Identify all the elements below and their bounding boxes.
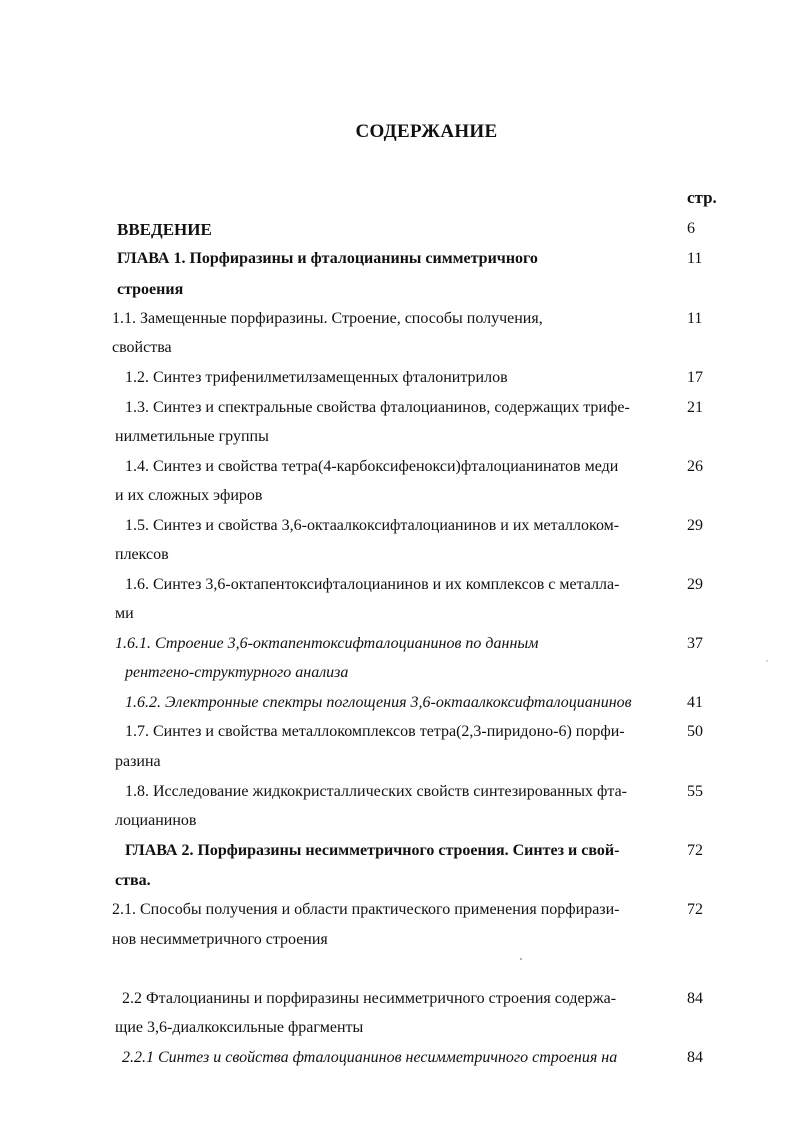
- toc-entry-chapter-1-cont: строения: [117, 281, 184, 298]
- toc-entry-1-8: 1.8. Исследование жидкокристаллических свойств синтезированных фта-: [125, 783, 628, 800]
- toc-page-number: 50: [687, 723, 703, 740]
- toc-entry-2-1: 2.1. Способы получения и области практического применения порфирази-: [112, 901, 620, 918]
- toc-entry-1-3-cont: нилметильные группы: [115, 428, 269, 445]
- toc-entry-1-6-cont: ми: [115, 605, 134, 622]
- toc-page-number: 72: [687, 842, 703, 859]
- toc-entry-1-2: 1.2. Синтез трифенилметилзамещенных фталонитрилов: [125, 369, 508, 386]
- toc-entry-chapter-2-cont: ства.: [115, 872, 151, 889]
- toc-entry-2-2-cont: щие 3,6-диалкоксильные фрагменты: [115, 1019, 364, 1036]
- toc-entry-1-6: 1.6. Синтез 3,6-октапентоксифталоцианинов и их комплексов с металла-: [125, 576, 620, 593]
- toc-entry-chapter-1: ГЛАВА 1. Порфиразины и фталоцианины симметричного: [117, 250, 538, 267]
- toc-page-number: 29: [687, 576, 703, 593]
- toc-page-number: 6: [687, 220, 695, 237]
- toc-entry-1-7: 1.7. Синтез и свойства металлокомплексов тетра(2,3-пиридоно-6) порфи-: [125, 723, 625, 740]
- toc-entry-1-5: 1.5. Синтез и свойства 3,6-октаалкоксифталоцианинов и их металлоком-: [125, 517, 620, 534]
- toc-entry-1-8-cont: лоцианинов: [115, 812, 197, 829]
- toc-entry-1-7-cont: разина: [115, 753, 161, 770]
- toc-entry-introduction: ВВЕДЕНИЕ: [117, 220, 212, 239]
- toc-entry-1-1: 1.1. Замещенные порфиразины. Строение, способы получения,: [112, 310, 543, 327]
- toc-entry-1-6-1: 1.6.1. Строение 3,6-октапентоксифталоцианинов по данным: [115, 635, 539, 652]
- page-title: СОДЕРЖАНИЕ: [355, 121, 498, 142]
- toc-entry-2-1-cont: нов несимметричного строения: [112, 931, 328, 948]
- toc-entry-chapter-2: ГЛАВА 2. Порфиразины несимметричного строения. Синтез и свой-: [125, 842, 620, 859]
- toc-entry-1-5-cont: плексов: [115, 546, 169, 563]
- toc-page-number: 29: [687, 517, 703, 534]
- toc-entry-1-4: 1.4. Синтез и свойства тетра(4-карбоксифенокси)фталоцианинатов меди: [125, 458, 619, 475]
- toc-page-number: 84: [687, 1049, 703, 1066]
- toc-page-number: 21: [687, 399, 703, 416]
- toc-entry-2-2: 2.2 Фталоцианины и порфиразины несимметричного строения содержа-: [122, 990, 617, 1007]
- toc-page-number: 11: [687, 250, 703, 267]
- toc-page-number: 55: [687, 783, 703, 800]
- toc-entry-1-6-2: 1.6.2. Электронные спектры поглощения 3,6-октаалкоксифталоцианинов: [125, 694, 632, 711]
- toc-entry-1-1-cont: свойства: [112, 339, 172, 356]
- toc-page-number: 72: [687, 901, 703, 918]
- toc-entry-1-6-1-cont: рентгено-структурного анализа: [125, 664, 349, 681]
- toc-entry-2-2-1: 2.2.1 Синтез и свойства фталоцианинов несимметричного строения на: [122, 1049, 618, 1066]
- toc-page-number: 26: [687, 458, 703, 475]
- toc-page-number: 84: [687, 990, 703, 1007]
- scan-speck: [520, 958, 522, 960]
- page-column-label: стр.: [687, 188, 717, 207]
- toc-page-number: 11: [687, 310, 703, 327]
- toc-entry-1-3: 1.3. Синтез и спектральные свойства фталоцианинов, содержащих трифе-: [125, 399, 630, 416]
- toc-page-number: 17: [687, 369, 703, 386]
- toc-entry-1-4-cont: и их сложных эфиров: [115, 487, 263, 504]
- toc-page-number: 37: [687, 635, 703, 652]
- scan-speck: [766, 660, 768, 662]
- toc-page-number: 41: [687, 694, 703, 711]
